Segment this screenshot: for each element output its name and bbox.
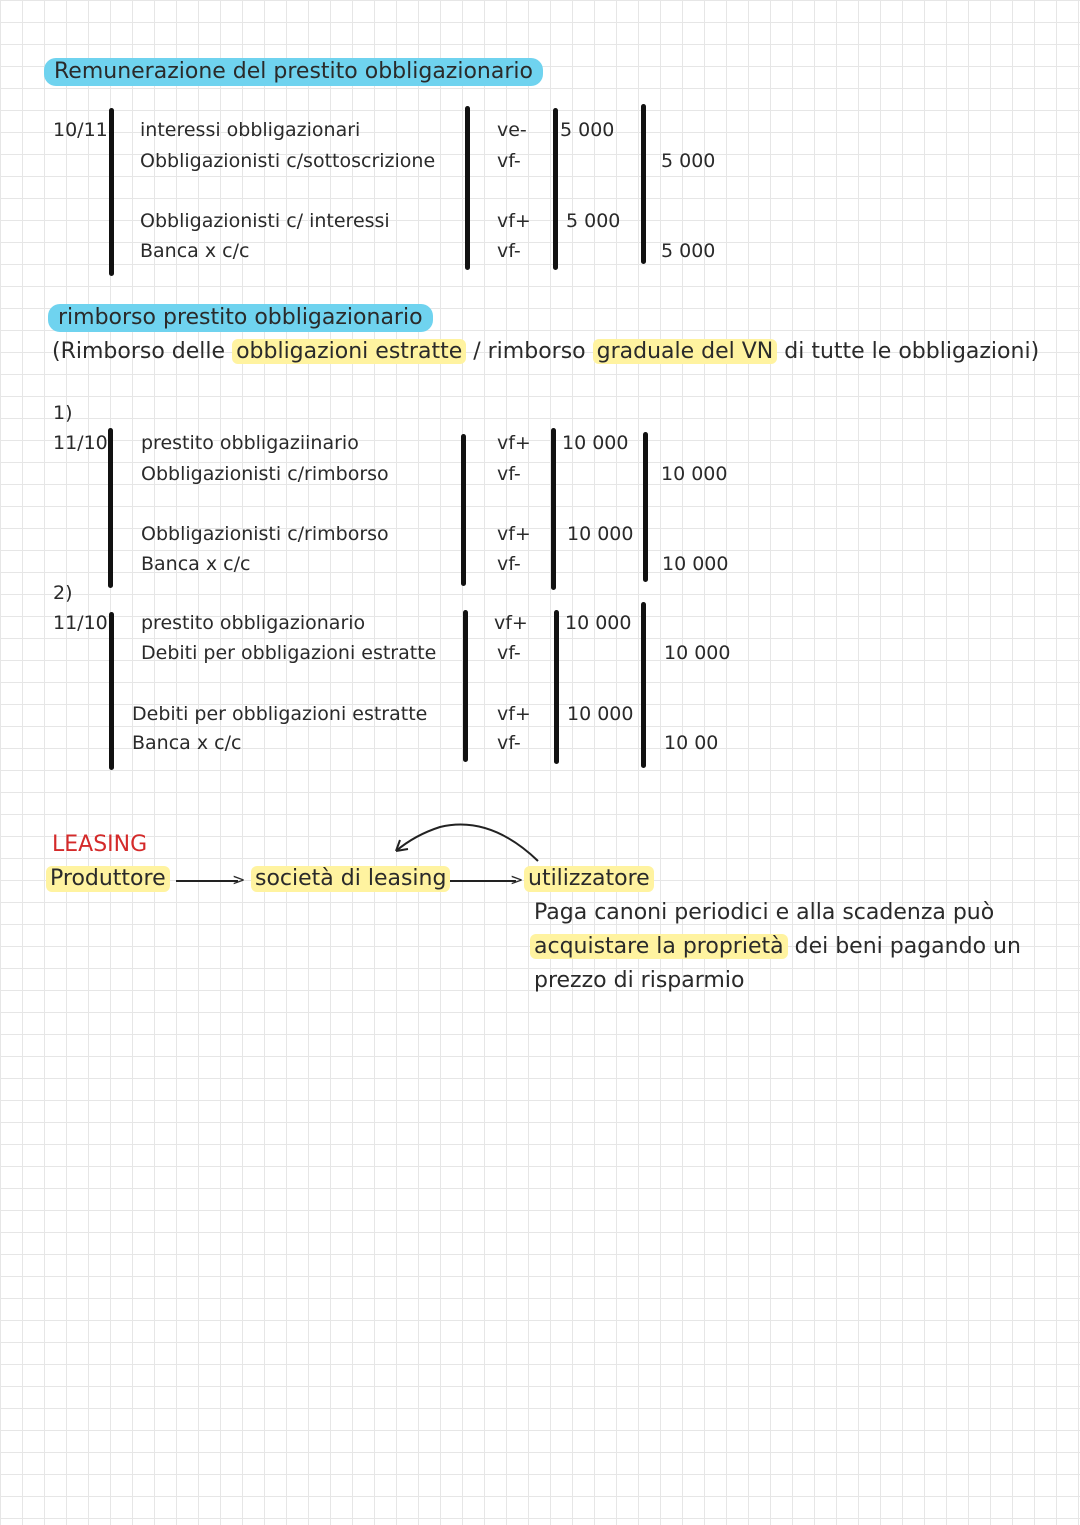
journal-bar-dare: [551, 428, 556, 590]
variation-code: vf+: [497, 523, 531, 545]
variation-code: vf-: [497, 150, 521, 172]
section-title-rimborso: rimborso prestito obbligazionario: [48, 304, 433, 332]
avere-amount: 10 000: [661, 463, 728, 485]
journal-bar-date: [108, 428, 113, 588]
account-name: Obbligazionisti c/ interessi: [140, 210, 390, 232]
variation-code: vf+: [494, 612, 528, 634]
subtitle-open: (Rimborso delle: [52, 339, 226, 364]
arrow-producer-to-company: [176, 880, 238, 882]
dare-amount: 10 000: [567, 523, 634, 545]
leasing-desc-highlight: acquistare la proprietà: [530, 934, 788, 959]
journal-bar-accounts: [463, 610, 468, 762]
journal-bar-accounts: [461, 434, 466, 586]
account-name: interessi obbligazionari: [140, 119, 361, 141]
variation-code: vf-: [497, 553, 521, 575]
leasing-company: società di leasing: [251, 866, 450, 892]
arrow-head-right-icon: >: [510, 870, 524, 889]
journal-bar-avere: [641, 104, 646, 264]
account-name: Obbligazionisti c/rimborso: [141, 463, 389, 485]
journal-bar-avere: [641, 602, 646, 768]
subtitle-end: di tutte le obbligazioni): [784, 339, 1040, 364]
rimborso-subtitle: [52, 339, 1039, 365]
account-name: Debiti per obbligazioni estratte: [132, 703, 428, 725]
account-name: Banca x c/c: [141, 553, 251, 575]
leasing-desc-line1: Paga canoni periodici e alla scadenza può: [534, 900, 995, 925]
dare-amount: 5 000: [560, 119, 615, 141]
account-name: Obbligazionisti c/sottoscrizione: [140, 150, 436, 172]
dare-amount: 10 000: [565, 612, 632, 634]
leasing-desc-line2-rest: dei beni pagando un: [794, 934, 1021, 959]
arrow-head-right-icon: >: [232, 870, 246, 889]
variation-code: ve-: [497, 119, 527, 141]
curved-return-arrow-icon: [380, 815, 550, 865]
variation-code: vf-: [497, 240, 521, 262]
section-title-remunerazione: Remunerazione del prestito obbligazionario: [44, 58, 543, 86]
account-name: prestito obbligazionario: [141, 612, 366, 634]
entry-date: 10/11: [53, 119, 108, 141]
avere-amount: 10 00: [664, 732, 719, 754]
variation-code: vf+: [497, 210, 531, 232]
leasing-user: utilizzatore: [524, 866, 654, 892]
journal-bar-date: [109, 612, 114, 770]
dare-amount: 5 000: [566, 210, 621, 232]
subtitle-highlight-graduale: graduale del VN: [593, 339, 778, 364]
journal-bar-dare: [553, 108, 558, 270]
variation-code: vf-: [497, 732, 521, 754]
entry-date: 11/10: [53, 432, 108, 454]
journal-bar-dare: [554, 610, 559, 764]
subtitle-mid: / rimborso: [473, 339, 586, 364]
journal-bar-accounts: [465, 106, 470, 270]
account-name: Obbligazionisti c/rimborso: [141, 523, 389, 545]
variation-code: vf+: [497, 432, 531, 454]
subtitle-highlight-estratte: obbligazioni estratte: [232, 339, 466, 364]
variation-code: vf-: [497, 463, 521, 485]
avere-amount: 10 000: [664, 642, 731, 664]
avere-amount: 5 000: [661, 150, 716, 172]
dare-amount: 10 000: [562, 432, 629, 454]
variation-code: vf-: [497, 642, 521, 664]
avere-amount: 10 000: [662, 553, 729, 575]
account-name: Debiti per obbligazioni estratte: [141, 642, 437, 664]
journal-bar-avere: [643, 432, 648, 582]
case-number: 1): [53, 402, 73, 424]
account-name: Banca x c/c: [140, 240, 250, 262]
account-name: Banca x c/c: [132, 732, 242, 754]
arrow-company-to-user: [450, 880, 516, 882]
entry-date: 11/10: [53, 612, 108, 634]
leasing-producer: Produttore: [46, 866, 170, 892]
dare-amount: 10 000: [567, 703, 634, 725]
leasing-desc-line3: prezzo di risparmio: [534, 968, 745, 993]
avere-amount: 5 000: [661, 240, 716, 262]
case-number: 2): [53, 582, 73, 604]
leasing-desc-line2: [530, 934, 1021, 960]
account-name: prestito obbligaziinario: [141, 432, 359, 454]
journal-bar-date: [109, 108, 114, 276]
leasing-title: LEASING: [52, 832, 148, 857]
variation-code: vf+: [497, 703, 531, 725]
